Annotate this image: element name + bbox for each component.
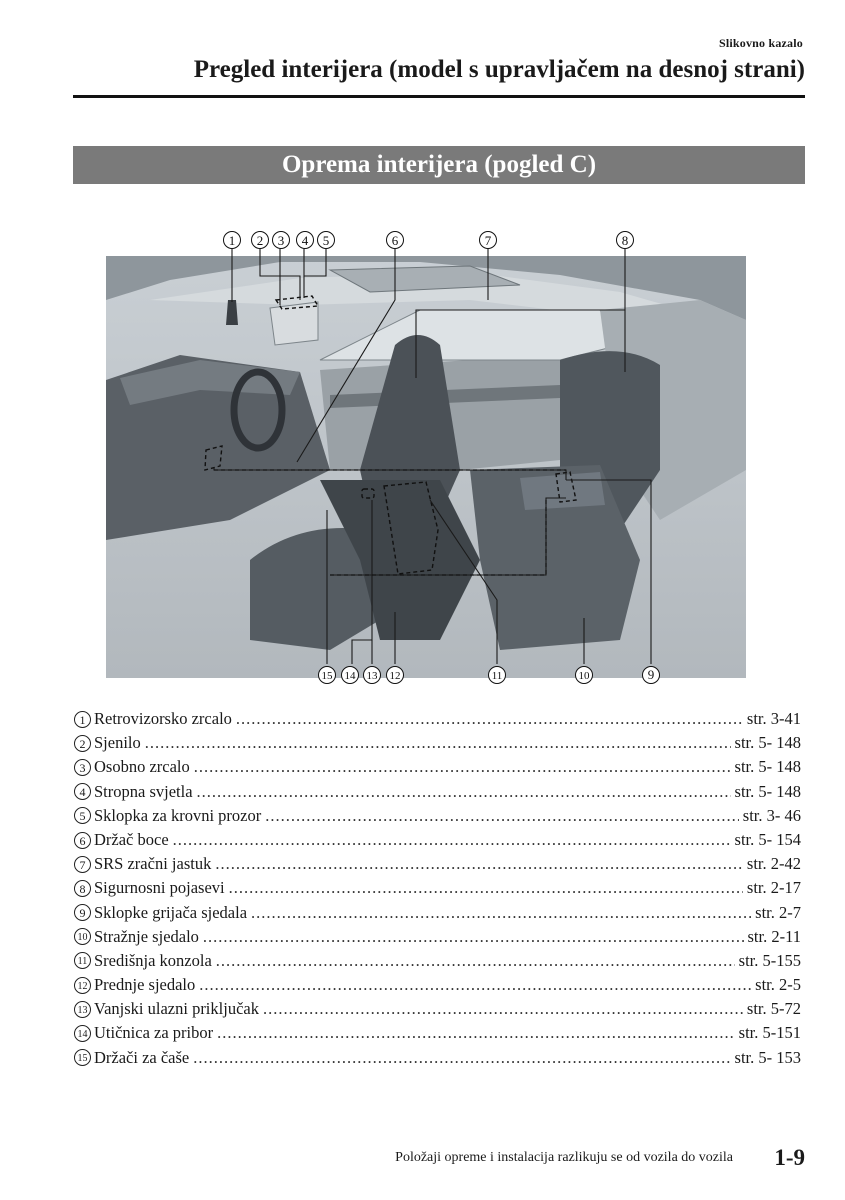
- page-ref-link[interactable]: str. 5-72: [746, 999, 801, 1019]
- svg-text:11: 11: [491, 670, 503, 682]
- svg-text:9: 9: [647, 667, 655, 682]
- callout-14: [342, 667, 359, 684]
- dot-leader: [193, 1046, 730, 1070]
- page-ref-link[interactable]: str. 5-155: [738, 950, 801, 970]
- callout-12: [387, 667, 404, 684]
- callout-13: [364, 667, 381, 684]
- svg-text:10: 10: [578, 670, 590, 682]
- item-label: Stropna svjetla: [94, 781, 193, 801]
- item-number: 15: [74, 1049, 91, 1066]
- list-item: [74, 780, 801, 804]
- item-number: 4: [74, 783, 91, 800]
- item-label: Vanjski ulazni priključak: [94, 999, 259, 1019]
- svg-text:1: 1: [228, 233, 236, 248]
- mirror-mount: [226, 300, 238, 325]
- page-ref-link[interactable]: str. 5- 148: [734, 757, 801, 777]
- item-label: Držač boce: [94, 829, 169, 849]
- item-number: 6: [74, 832, 91, 849]
- dot-leader: [194, 755, 731, 779]
- item-number: 8: [74, 880, 91, 897]
- svg-text:3: 3: [277, 233, 285, 248]
- list-item: [74, 755, 801, 779]
- callout-9: [643, 667, 660, 684]
- page-number: 1-9: [774, 1145, 805, 1170]
- list-item: [74, 1021, 801, 1045]
- dot-leader: [199, 973, 751, 997]
- list-item: [74, 925, 801, 949]
- item-label: Sigurnosni pojasevi: [94, 878, 225, 898]
- callout-6: [387, 232, 404, 249]
- page-ref-link[interactable]: str. 5-151: [738, 1023, 801, 1043]
- page-ref-link[interactable]: str. 2-17: [746, 878, 801, 898]
- page-ref-link[interactable]: str. 2-7: [755, 902, 801, 922]
- section-banner: Oprema interijera (pogled C): [73, 146, 805, 184]
- dot-leader: [197, 780, 731, 804]
- dot-leader: [229, 876, 743, 900]
- svg-text:4: 4: [301, 233, 309, 248]
- list-item: [74, 949, 801, 973]
- dot-leader: [265, 804, 739, 828]
- dot-leader: [236, 707, 743, 731]
- item-label: Utičnica za pribor: [94, 1023, 214, 1043]
- callout-10: [576, 667, 593, 684]
- item-label: SRS zračni jastuk: [94, 854, 212, 874]
- callout-4: [297, 232, 314, 249]
- item-label: Sklopka za krovni prozor: [94, 805, 262, 825]
- callout-8: [617, 232, 634, 249]
- item-number: 7: [74, 856, 91, 873]
- list-item: [74, 852, 801, 876]
- item-label: Retrovizorsko zrcalo: [94, 709, 232, 728]
- dot-leader: [217, 1021, 735, 1045]
- list-item: [74, 1046, 801, 1070]
- item-number: 13: [74, 1001, 91, 1018]
- page-ref-link[interactable]: str. 2-11: [747, 926, 801, 946]
- dot-leader: [203, 925, 744, 949]
- list-item: [74, 901, 801, 925]
- item-number: 3: [74, 759, 91, 776]
- item-number: 14: [74, 1025, 91, 1042]
- svg-text:6: 6: [391, 233, 399, 248]
- page-ref-link[interactable]: str. 2-5: [755, 975, 801, 995]
- callout-7: [480, 232, 497, 249]
- item-number: 12: [74, 977, 91, 994]
- callout-1: [224, 232, 241, 249]
- dot-leader: [216, 949, 735, 973]
- item-number: 9: [74, 904, 91, 921]
- list-item: [74, 804, 801, 828]
- item-label: Sklopke grijača sjedala: [94, 902, 248, 922]
- svg-text:7: 7: [484, 233, 492, 248]
- list-item: [74, 876, 801, 900]
- list-item: [74, 973, 801, 997]
- svg-text:2: 2: [256, 233, 264, 248]
- list-item: [74, 731, 801, 755]
- dot-leader: [263, 997, 743, 1021]
- item-label: Središnja konzola: [94, 950, 212, 970]
- callout-15: [319, 667, 336, 684]
- svg-text:8: 8: [621, 233, 629, 248]
- item-label: Sjenilo: [94, 733, 141, 753]
- callout-5: [318, 232, 335, 249]
- page-ref-link[interactable]: str. 3- 46: [742, 805, 801, 825]
- callout-2: [252, 232, 269, 249]
- page-ref-link[interactable]: str. 5- 154: [734, 829, 801, 849]
- dot-leader: [145, 731, 731, 755]
- item-number: 5: [74, 807, 91, 824]
- item-label: Stražnje sjedalo: [94, 926, 199, 946]
- item-label: Prednje sjedalo: [94, 975, 196, 995]
- item-label: Osobno zrcalo: [94, 757, 190, 777]
- item-label: Držači za čaše: [94, 1047, 190, 1067]
- item-number: 2: [74, 735, 91, 752]
- footer-note: Položaji opreme i instalacija razlikuju se od vozila do vozila: [395, 1150, 733, 1165]
- item-number: 11: [74, 952, 91, 969]
- dot-leader: [251, 901, 751, 925]
- dot-leader: [173, 828, 731, 852]
- page-ref-link[interactable]: str. 5- 148: [734, 733, 801, 753]
- svg-text:5: 5: [322, 233, 330, 248]
- svg-text:12: 12: [389, 670, 401, 682]
- list-item: [74, 828, 801, 852]
- item-number: 10: [74, 928, 91, 945]
- page-title: Pregled interijera (model s upravljačem na desnoj strani): [193, 56, 805, 83]
- page-ref-link[interactable]: str. 5- 148: [734, 781, 801, 801]
- list-item: [74, 707, 801, 731]
- item-number: 1: [74, 711, 91, 728]
- page-ref-link[interactable]: str. 3-41: [746, 709, 801, 728]
- svg-text:14: 14: [344, 670, 356, 682]
- svg-text:15: 15: [321, 670, 333, 682]
- section-tag: Slikovno kazalo: [718, 36, 803, 50]
- list-item: [74, 997, 801, 1021]
- callout-3: [273, 232, 290, 249]
- rear-armrest: [520, 472, 605, 510]
- dot-leader: [215, 852, 743, 876]
- svg-text:13: 13: [366, 670, 378, 682]
- callout-11: [489, 667, 506, 684]
- page-ref-link[interactable]: str. 2-42: [746, 854, 801, 874]
- page-ref-link[interactable]: str. 5- 153: [734, 1047, 801, 1067]
- component-index: [74, 707, 801, 1070]
